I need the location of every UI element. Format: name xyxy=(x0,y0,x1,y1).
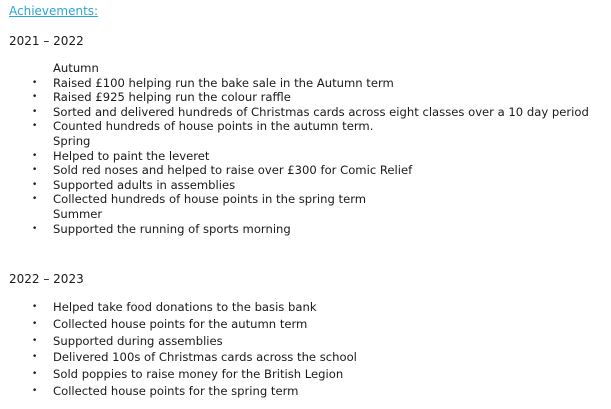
list-item: • Collected house points for the autumn term xyxy=(32,316,308,331)
achievements-list-2021-2022 xyxy=(0,61,589,236)
bullet-icon: • xyxy=(32,385,38,396)
list-item: • Supported the running of sports morning xyxy=(32,221,291,236)
list-item: • Raised £100 helping run the bake sale in the Autumn term xyxy=(32,75,394,90)
bullet-icon: • xyxy=(32,223,38,234)
year-heading-2021-2022: 2021 – 2022 xyxy=(9,34,84,48)
list-item: • Helped to paint the leveret xyxy=(32,148,210,163)
term-label-autumn: Autumn xyxy=(53,61,99,75)
list-item: • Collected hundreds of house points in the spring term xyxy=(32,192,367,207)
bullet-icon: • xyxy=(32,318,38,329)
list-item: • Counted hundreds of house points in the autumn term. xyxy=(32,119,374,134)
bullet-icon: • xyxy=(32,150,38,161)
bullet-icon: • xyxy=(32,179,38,190)
bullet-icon: • xyxy=(32,165,38,176)
list-item: • Helped take food donations to the basis bank xyxy=(32,300,317,314)
bullet-icon: • xyxy=(32,121,38,132)
bullet-icon: • xyxy=(32,77,38,88)
term-label-summer: Summer xyxy=(53,206,103,221)
list-item: • Sold poppies to raise money for the British Legion xyxy=(32,367,344,382)
bullet-icon: • xyxy=(32,335,38,346)
bullet-icon: • xyxy=(32,302,38,312)
list-item: • Sorted and delivered hundreds of Christmas cards across eight classes over a 10 day period xyxy=(32,104,589,119)
achievements-list-2022-2023 xyxy=(0,299,357,400)
list-item: • Supported adults in assemblies xyxy=(32,177,236,192)
list-item: • Raised £925 helping run the colour raffle xyxy=(32,90,291,105)
bullet-icon: • xyxy=(32,194,38,205)
list-item: • Delivered 100s of Christmas cards across the school xyxy=(32,350,357,365)
bullet-icon: • xyxy=(32,369,38,380)
bullet-icon: • xyxy=(32,352,38,363)
achievements-heading: Achievements: xyxy=(9,4,99,18)
bullet-icon: • xyxy=(32,92,38,103)
list-item: • Sold red noses and helped to raise over £300 for Comic Relief xyxy=(32,163,413,178)
term-label-spring: Spring xyxy=(53,133,91,148)
year-heading-2022-2023: 2022 – 2023 xyxy=(9,272,84,286)
bullet-icon: • xyxy=(32,106,38,117)
list-item: • Supported during assemblies xyxy=(32,333,223,348)
list-item: • Collected house points for the spring term xyxy=(32,383,299,398)
